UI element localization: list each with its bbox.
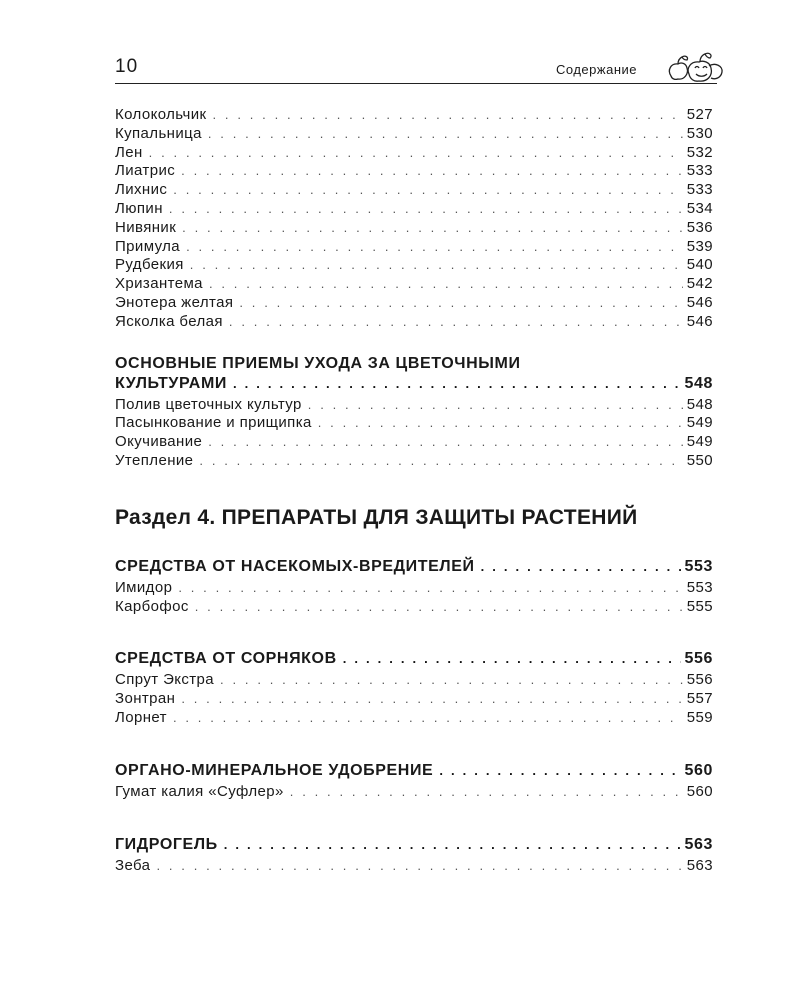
section-insects xyxy=(115,557,713,617)
toc-entry[interactable]: Примула . . . 539 xyxy=(115,238,713,257)
section-heading[interactable]: СРЕДСТВА ОТ СОРНЯКОВ . . . 556 xyxy=(115,649,713,669)
header-rule xyxy=(115,83,717,84)
toc-entry[interactable]: Пасынкование и прищипка . . . 549 xyxy=(115,414,713,433)
page-number: 10 xyxy=(115,56,139,77)
part-heading[interactable]: Раздел 4. ПРЕПАРАТЫ ДЛЯ ЗАЩИТЫ РАСТЕНИЙ xyxy=(115,505,638,529)
toc-entry[interactable]: Лихнис . . . 533 xyxy=(115,181,713,200)
section-care xyxy=(115,354,713,471)
toc-entry[interactable]: Зеба . . . 563 xyxy=(115,857,713,876)
toc-entry[interactable]: Купальница . . . 530 xyxy=(115,125,713,144)
toc-entry[interactable]: Лиатрис . . . 533 xyxy=(115,162,713,181)
toc-entry[interactable]: Полив цветочных культур . . . 548 xyxy=(115,396,713,415)
toc-entry[interactable]: Спрут Экстра . . . 556 xyxy=(115,671,713,690)
toc-entry[interactable]: Гумат калия «Суфлер» . . . 560 xyxy=(115,783,713,802)
toc-entry[interactable]: Имидор . . . 553 xyxy=(115,579,713,598)
toc-entry[interactable]: Окучивание . . . 549 xyxy=(115,433,713,452)
table-of-contents xyxy=(115,106,713,875)
section-weeds xyxy=(115,649,713,727)
page-header xyxy=(115,52,725,86)
section-hydrogel xyxy=(115,835,713,876)
toc-entry[interactable]: Лорнет . . . 559 xyxy=(115,709,713,728)
toc-entry[interactable]: Люпин . . . 534 xyxy=(115,200,713,219)
toc-entry[interactable]: Зонтран . . . 557 xyxy=(115,690,713,709)
section-heading[interactable]: ОРГАНО-МИНЕРАЛЬНОЕ УДОБРЕНИЕ . . . 560 xyxy=(115,761,713,781)
section-heading[interactable]: КУЛЬТУРАМИ . . . 548 xyxy=(115,374,713,394)
section-title[interactable]: ОСНОВНЫЕ ПРИЕМЫ УХОДА ЗА ЦВЕТОЧНЫМИ xyxy=(115,354,521,372)
running-title: Содержание xyxy=(556,62,637,77)
flowers-list xyxy=(115,106,713,332)
section-heading[interactable]: СРЕДСТВА ОТ НАСЕКОМЫХ-ВРЕДИТЕЛЕЙ . . . 553 xyxy=(115,557,713,577)
toc-entry[interactable]: Ясколка белая . . . 546 xyxy=(115,313,713,332)
apples-logo-icon xyxy=(665,52,725,84)
toc-entry[interactable]: Хризантема . . . 542 xyxy=(115,275,713,294)
toc-entry[interactable]: Утепление . . . 550 xyxy=(115,452,713,471)
section-fertilizer xyxy=(115,761,713,802)
section-heading[interactable]: ГИДРОГЕЛЬ . . . 563 xyxy=(115,835,713,855)
toc-entry[interactable]: Колокольчик . . . 527 xyxy=(115,106,713,125)
toc-entry[interactable]: Нивяник . . . 536 xyxy=(115,219,713,238)
toc-entry[interactable]: Лен . . . 532 xyxy=(115,144,713,163)
toc-entry[interactable]: Карбофос . . . 555 xyxy=(115,598,713,617)
toc-entry[interactable]: Энотера желтая . . . 546 xyxy=(115,294,713,313)
toc-entry[interactable]: Рудбекия . . . 540 xyxy=(115,256,713,275)
